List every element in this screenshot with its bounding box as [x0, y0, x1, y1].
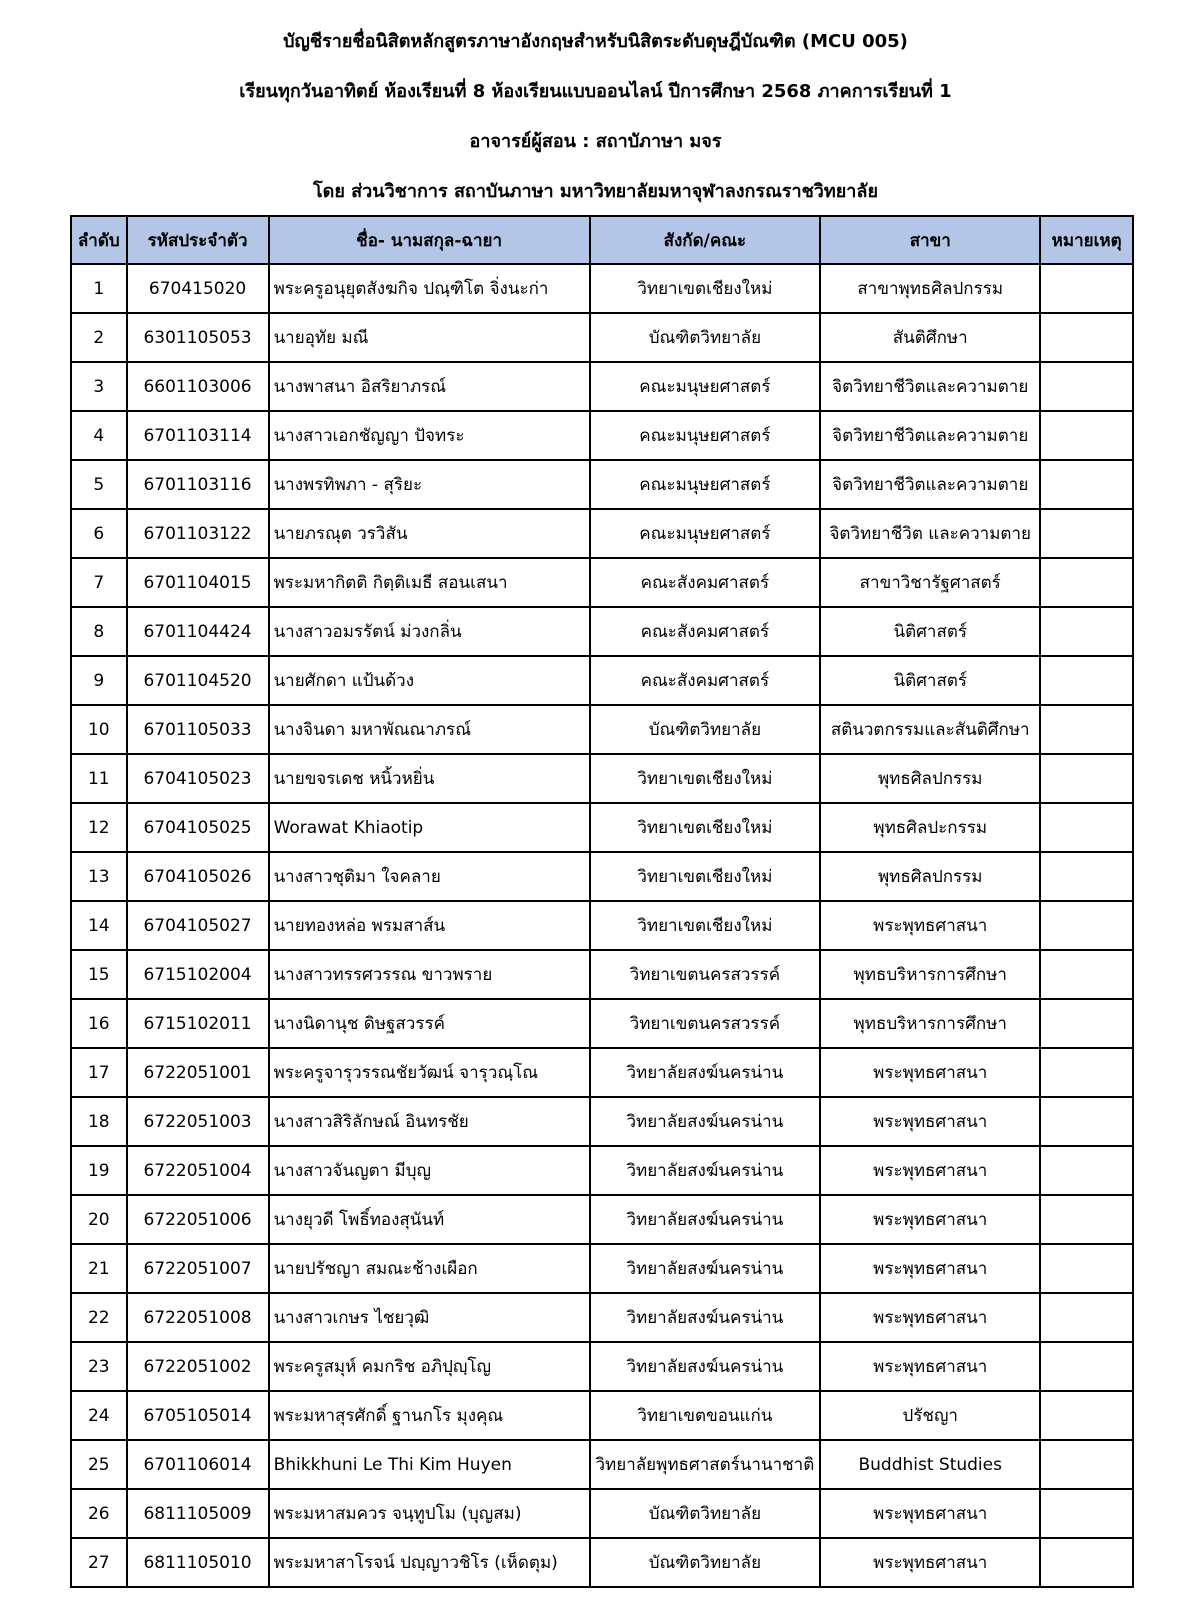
cell-student-id: 6722051008 — [127, 1293, 269, 1342]
table-row — [71, 362, 1133, 411]
cell-student-id: 6701104015 — [127, 558, 269, 607]
table-row — [71, 1195, 1133, 1244]
cell-no: 23 — [71, 1342, 127, 1391]
cell-name: นางนิดานุช ดิษฐสวรรค์ — [269, 999, 590, 1048]
table-row — [71, 803, 1133, 852]
cell-name: นางจินดา มหาพัณณาภรณ์ — [269, 705, 590, 754]
cell-no: 18 — [71, 1097, 127, 1146]
cell-remark — [1040, 1146, 1133, 1195]
cell-major: Buddhist Studies — [820, 1440, 1040, 1489]
cell-remark — [1040, 460, 1133, 509]
table-row — [71, 1391, 1133, 1440]
cell-name: นางสาวเอกชัญญา ปัจทระ — [269, 411, 590, 460]
cell-major: พระพุทธศาสนา — [820, 901, 1040, 950]
cell-major: สาขาพุทธศิลปกรรม — [820, 264, 1040, 313]
table-row — [71, 460, 1133, 509]
col-header-name: ชื่อ- นามสกุล-ฉายา — [269, 216, 590, 264]
cell-student-id: 6811105009 — [127, 1489, 269, 1538]
cell-no: 27 — [71, 1538, 127, 1587]
cell-name: นายศักดา แป้นด้วง — [269, 656, 590, 705]
table-row — [71, 852, 1133, 901]
cell-major: พุทธบริหารการศึกษา — [820, 999, 1040, 1048]
cell-name: นายทองหล่อ พรมสาส์น — [269, 901, 590, 950]
cell-remark — [1040, 509, 1133, 558]
cell-student-id: 6705105014 — [127, 1391, 269, 1440]
table-row — [71, 901, 1133, 950]
cell-major: พระพุทธศาสนา — [820, 1146, 1040, 1195]
cell-name: Worawat Khiaotip — [269, 803, 590, 852]
cell-name: นางสาวจันญตา มีบุญ — [269, 1146, 590, 1195]
table-row — [71, 1293, 1133, 1342]
cell-major: จิตวิทยาชีวิต และความตาย — [820, 509, 1040, 558]
cell-student-id: 6722051004 — [127, 1146, 269, 1195]
cell-major: พุทธศิลปกรรม — [820, 754, 1040, 803]
cell-major: พุทธศิลปกรรม — [820, 852, 1040, 901]
cell-remark — [1040, 901, 1133, 950]
cell-no: 1 — [71, 264, 127, 313]
cell-major: สตินวตกรรมและสันติศึกษา — [820, 705, 1040, 754]
cell-no: 8 — [71, 607, 127, 656]
cell-faculty: วิทยาลัยสงฆ์นครน่าน — [590, 1342, 821, 1391]
col-header-id: รหัสประจำตัว — [127, 216, 269, 264]
cell-no: 7 — [71, 558, 127, 607]
cell-remark — [1040, 1489, 1133, 1538]
cell-remark — [1040, 1391, 1133, 1440]
cell-major: พระพุทธศาสนา — [820, 1538, 1040, 1587]
cell-name: นางพาสนา อิสริยาภรณ์ — [269, 362, 590, 411]
cell-name: นางพรทิพภา - สุริยะ — [269, 460, 590, 509]
cell-remark — [1040, 1538, 1133, 1587]
cell-remark — [1040, 1440, 1133, 1489]
title-line-3: อาจารย์ผู้สอน : สถาบัภาษา มจร — [469, 131, 722, 152]
cell-no: 11 — [71, 754, 127, 803]
cell-no: 24 — [71, 1391, 127, 1440]
cell-student-id: 6715102011 — [127, 999, 269, 1048]
cell-remark — [1040, 1342, 1133, 1391]
cell-faculty: วิทยาลัยสงฆ์นครน่าน — [590, 1097, 821, 1146]
cell-name: นางสาวสิริลักษณ์ อินทรชัย — [269, 1097, 590, 1146]
table-row — [71, 509, 1133, 558]
cell-student-id: 6701103116 — [127, 460, 269, 509]
cell-name: พระมหาสาโรจน์ ปญฺญาวชิโร (เห็ดตุม) — [269, 1538, 590, 1587]
cell-remark — [1040, 852, 1133, 901]
cell-no: 3 — [71, 362, 127, 411]
cell-name: Bhikkhuni Le Thi Kim Huyen — [269, 1440, 590, 1489]
cell-faculty: วิทยาเขตเชียงใหม่ — [590, 754, 821, 803]
cell-student-id: 6301105053 — [127, 313, 269, 362]
student-table — [70, 215, 1134, 1588]
table-row — [71, 1440, 1133, 1489]
cell-faculty: วิทยาลัยสงฆ์นครน่าน — [590, 1146, 821, 1195]
cell-faculty: คณะมนุษยศาสตร์ — [590, 411, 821, 460]
cell-remark — [1040, 264, 1133, 313]
cell-remark — [1040, 1293, 1133, 1342]
cell-no: 12 — [71, 803, 127, 852]
cell-major: พระพุทธศาสนา — [820, 1097, 1040, 1146]
cell-major: นิติศาสตร์ — [820, 607, 1040, 656]
cell-faculty: วิทยาลัยพุทธศาสตร์นานาชาติ — [590, 1440, 821, 1489]
cell-major: พระพุทธศาสนา — [820, 1293, 1040, 1342]
cell-faculty: วิทยาลัยสงฆ์นครน่าน — [590, 1244, 821, 1293]
table-row — [71, 1538, 1133, 1587]
cell-major: พุทธบริหารการศึกษา — [820, 950, 1040, 999]
title-line-1: บัญชีรายชื่อนิสิตหลักสูตรภาษาอังกฤษสำหรับนิสิตระดับดุษฎีบัณฑิต (MCU 005) — [283, 31, 908, 52]
cell-remark — [1040, 705, 1133, 754]
cell-name: นางสาวอมรรัตน์ ม่วงกลิ่น — [269, 607, 590, 656]
cell-faculty: วิทยาลัยสงฆ์นครน่าน — [590, 1195, 821, 1244]
col-header-remark: หมายเหตุ — [1040, 216, 1133, 264]
cell-major: พระพุทธศาสนา — [820, 1195, 1040, 1244]
cell-name: พระมหากิตติ กิตฺติเมธี สอนเสนา — [269, 558, 590, 607]
title-line-4: โดย ส่วนวิชาการ สถาบันภาษา มหาวิทยาลัยมหาจุฬาลงกรณราชวิทยาลัย — [313, 181, 878, 202]
cell-faculty: คณะมนุษยศาสตร์ — [590, 362, 821, 411]
cell-remark — [1040, 1048, 1133, 1097]
table-row — [71, 1342, 1133, 1391]
cell-no: 21 — [71, 1244, 127, 1293]
table-row — [71, 1146, 1133, 1195]
col-header-major: สาขา — [820, 216, 1040, 264]
table-row — [71, 313, 1133, 362]
cell-name: นางสาวเกษร ไชยวุฒิ — [269, 1293, 590, 1342]
col-header-faculty: สังกัด/คณะ — [590, 216, 821, 264]
cell-faculty: วิทยาเขตเชียงใหม่ — [590, 852, 821, 901]
cell-faculty: วิทยาเขตนครสวรรค์ — [590, 999, 821, 1048]
cell-faculty: คณะมนุษยศาสตร์ — [590, 460, 821, 509]
table-header-row — [71, 216, 1133, 264]
cell-faculty: บัณฑิตวิทยาลัย — [590, 705, 821, 754]
col-header-no: ลำดับ — [71, 216, 127, 264]
table-row — [71, 656, 1133, 705]
cell-faculty: คณะมนุษยศาสตร์ — [590, 509, 821, 558]
cell-faculty: คณะสังคมศาสตร์ — [590, 607, 821, 656]
cell-no: 6 — [71, 509, 127, 558]
cell-name: พระครูอนุยุตสังฆกิจ ปณฺฑิโต จิ่งนะก่า — [269, 264, 590, 313]
cell-major: พระพุทธศาสนา — [820, 1342, 1040, 1391]
cell-no: 5 — [71, 460, 127, 509]
cell-major: พระพุทธศาสนา — [820, 1489, 1040, 1538]
cell-remark — [1040, 754, 1133, 803]
cell-student-id: 670415020 — [127, 264, 269, 313]
cell-student-id: 6722051003 — [127, 1097, 269, 1146]
cell-student-id: 6704105026 — [127, 852, 269, 901]
cell-no: 10 — [71, 705, 127, 754]
cell-faculty: วิทยาเขตนครสวรรค์ — [590, 950, 821, 999]
cell-remark — [1040, 411, 1133, 460]
cell-no: 25 — [71, 1440, 127, 1489]
cell-major: พระพุทธศาสนา — [820, 1244, 1040, 1293]
cell-student-id: 6722051001 — [127, 1048, 269, 1097]
cell-student-id: 6704105025 — [127, 803, 269, 852]
cell-student-id: 6704105023 — [127, 754, 269, 803]
cell-student-id: 6701104424 — [127, 607, 269, 656]
table-row — [71, 950, 1133, 999]
cell-remark — [1040, 656, 1133, 705]
cell-major: ปรัชญา — [820, 1391, 1040, 1440]
cell-faculty: บัณฑิตวิทยาลัย — [590, 313, 821, 362]
cell-name: นางยุวดี โพธิ์ทองสุนันท์ — [269, 1195, 590, 1244]
table-row — [71, 705, 1133, 754]
cell-faculty: บัณฑิตวิทยาลัย — [590, 1489, 821, 1538]
cell-major: จิตวิทยาชีวิตและความตาย — [820, 460, 1040, 509]
cell-remark — [1040, 1097, 1133, 1146]
table-body — [71, 264, 1133, 1587]
cell-faculty: คณะสังคมศาสตร์ — [590, 656, 821, 705]
cell-student-id: 6701104520 — [127, 656, 269, 705]
cell-remark — [1040, 999, 1133, 1048]
cell-student-id: 6704105027 — [127, 901, 269, 950]
table-row — [71, 1097, 1133, 1146]
cell-student-id: 6601103006 — [127, 362, 269, 411]
cell-no: 9 — [71, 656, 127, 705]
cell-remark — [1040, 607, 1133, 656]
cell-faculty: วิทยาเขตเชียงใหม่ — [590, 264, 821, 313]
table-row — [71, 999, 1133, 1048]
cell-student-id: 6715102004 — [127, 950, 269, 999]
table-row — [71, 558, 1133, 607]
cell-no: 20 — [71, 1195, 127, 1244]
cell-faculty: วิทยาเขตเชียงใหม่ — [590, 803, 821, 852]
cell-student-id: 6722051007 — [127, 1244, 269, 1293]
cell-name: พระมหาสมควร จนฺทูปโม (บุญสม) — [269, 1489, 590, 1538]
cell-name: พระมหาสุรศักดิ์ ฐานกโร มุงคุณ — [269, 1391, 590, 1440]
table-row — [71, 1244, 1133, 1293]
cell-student-id: 6701103114 — [127, 411, 269, 460]
table-row — [71, 607, 1133, 656]
cell-student-id: 6811105010 — [127, 1538, 269, 1587]
cell-name: นายขจรเดช หนิ้วหยิ่น — [269, 754, 590, 803]
table-row — [71, 1048, 1133, 1097]
cell-remark — [1040, 313, 1133, 362]
cell-major: พระพุทธศาสนา — [820, 1048, 1040, 1097]
cell-student-id: 6722051006 — [127, 1195, 269, 1244]
cell-no: 2 — [71, 313, 127, 362]
cell-no: 15 — [71, 950, 127, 999]
cell-major: พุทธศิลปะกรรม — [820, 803, 1040, 852]
cell-faculty: คณะสังคมศาสตร์ — [590, 558, 821, 607]
cell-remark — [1040, 362, 1133, 411]
cell-major: นิติศาสตร์ — [820, 656, 1040, 705]
cell-major: สาขาวิชารัฐศาสตร์ — [820, 558, 1040, 607]
cell-no: 16 — [71, 999, 127, 1048]
table-row — [71, 411, 1133, 460]
cell-name: พระครูจารุวรรณชัยวัฒน์ จารุวณฺโณ — [269, 1048, 590, 1097]
cell-faculty: วิทยาลัยสงฆ์นครน่าน — [590, 1293, 821, 1342]
cell-faculty: วิทยาลัยสงฆ์นครน่าน — [590, 1048, 821, 1097]
cell-major: จิตวิทยาชีวิตและความตาย — [820, 362, 1040, 411]
cell-student-id: 6722051002 — [127, 1342, 269, 1391]
cell-faculty: บัณฑิตวิทยาลัย — [590, 1538, 821, 1587]
cell-no: 19 — [71, 1146, 127, 1195]
cell-name: พระครูสมุห์ คมกริช อภิปุญฺโญ — [269, 1342, 590, 1391]
cell-remark — [1040, 558, 1133, 607]
cell-no: 17 — [71, 1048, 127, 1097]
cell-no: 13 — [71, 852, 127, 901]
cell-name: นายภรณุต วรวิสัน — [269, 509, 590, 558]
cell-name: นางสาวทรรศวรรณ ขาวพราย — [269, 950, 590, 999]
cell-no: 26 — [71, 1489, 127, 1538]
cell-remark — [1040, 1195, 1133, 1244]
cell-no: 22 — [71, 1293, 127, 1342]
cell-name: นางสาวชุติมา ใจคลาย — [269, 852, 590, 901]
cell-student-id: 6701106014 — [127, 1440, 269, 1489]
cell-student-id: 6701103122 — [127, 509, 269, 558]
table-row — [71, 754, 1133, 803]
cell-name: นายปรัชญา สมณะช้างเผือก — [269, 1244, 590, 1293]
cell-remark — [1040, 803, 1133, 852]
table-row — [71, 1489, 1133, 1538]
cell-no: 4 — [71, 411, 127, 460]
cell-major: สันติศึกษา — [820, 313, 1040, 362]
cell-name: นายอุทัย มณี — [269, 313, 590, 362]
cell-no: 14 — [71, 901, 127, 950]
cell-student-id: 6701105033 — [127, 705, 269, 754]
table-row — [71, 264, 1133, 313]
cell-remark — [1040, 1244, 1133, 1293]
title-line-2: เรียนทุกวันอาทิตย์ ห้องเรียนที่ 8 ห้องเรียนแบบออนไลน์ ปีการศึกษา 2568 ภาคการเรียนที่ 1 — [239, 81, 952, 102]
cell-faculty: วิทยาเขตขอนแก่น — [590, 1391, 821, 1440]
cell-faculty: วิทยาเขตเชียงใหม่ — [590, 901, 821, 950]
cell-remark — [1040, 950, 1133, 999]
cell-major: จิตวิทยาชีวิตและความตาย — [820, 411, 1040, 460]
